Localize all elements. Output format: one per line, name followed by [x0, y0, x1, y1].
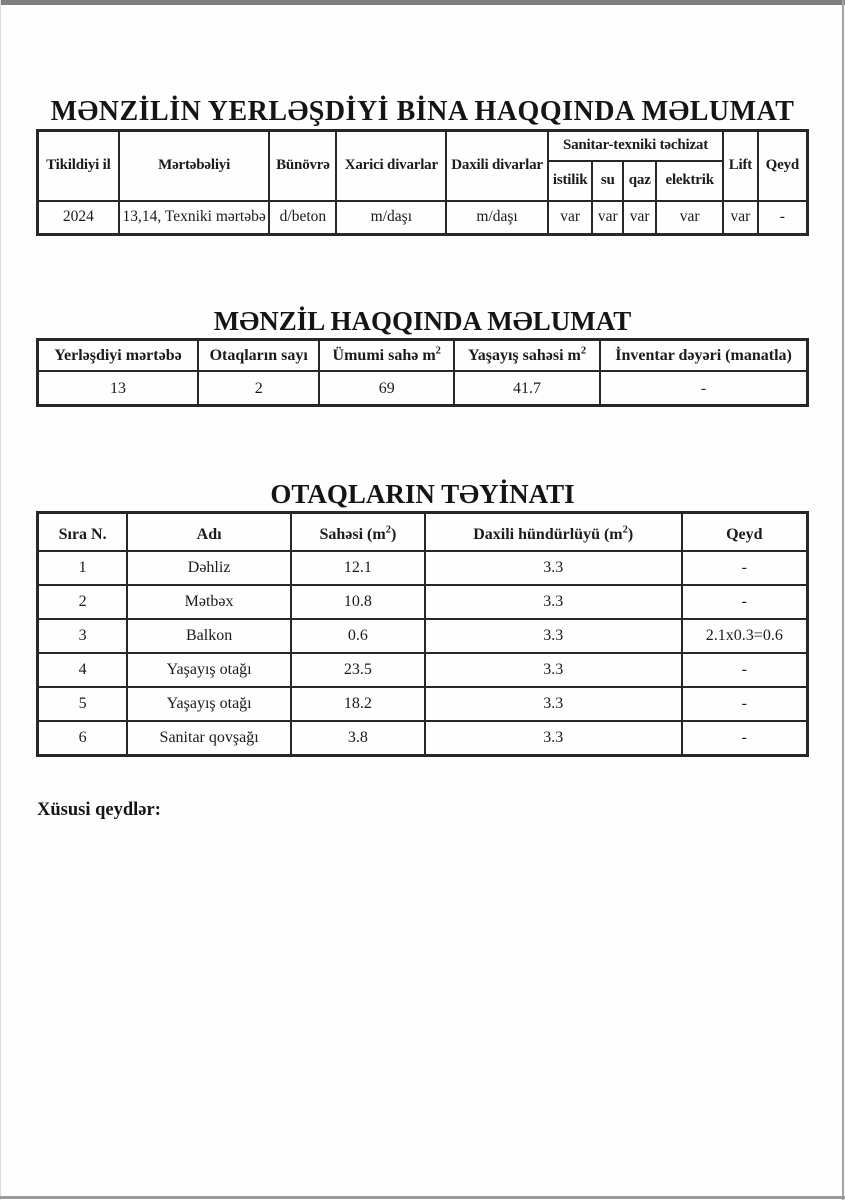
room-sira: 6	[38, 721, 127, 755]
room-hundurluk: 3.3	[425, 653, 682, 687]
header-istilik: istilik	[548, 161, 593, 201]
room-row	[38, 585, 807, 619]
apartment-data-row	[38, 371, 807, 405]
header-daxili-hundurluyu	[425, 513, 682, 551]
header-yasayis-sahesi-sup: 2	[580, 346, 587, 358]
room-qeyd: 2.1x0.3=0.6	[682, 619, 807, 653]
value-inventar-deyeri: -	[600, 371, 807, 405]
room-row	[38, 551, 807, 585]
header-otaqlarin-sayi: Otaqların sayı	[198, 340, 320, 371]
value-qaz: var	[623, 201, 656, 234]
room-sira: 3	[38, 619, 127, 653]
value-daxili-divarlar: m/daşı	[446, 201, 548, 234]
header-yasayis-sahesi-text: Yaşayış sahəsi m	[467, 347, 581, 365]
room-row	[38, 687, 807, 721]
value-xarici-divarlar: m/daşı	[336, 201, 446, 234]
room-sira: 2	[38, 585, 127, 619]
rooms-title: OTAQLARIN TƏYİNATI	[270, 479, 575, 510]
room-sira: 4	[38, 653, 127, 687]
building-info-title: MƏNZİLİN YERLƏŞDİYİ BİNA HAQQINDA MƏLUMAT	[50, 96, 795, 127]
room-adi: Mətbəx	[127, 585, 291, 619]
special-notes-label: Xüsusi qeydlər:	[37, 800, 161, 821]
value-lift: var	[723, 201, 758, 234]
room-qeyd: -	[682, 687, 807, 721]
building-info-table	[37, 130, 808, 235]
header-rooms-qeyd: Qeyd	[682, 513, 807, 551]
value-istilik: var	[548, 201, 593, 234]
room-hundurluk: 3.3	[425, 619, 682, 653]
apartment-info-title: MƏNZİL HAQQINDA MƏLUMAT	[213, 305, 632, 336]
header-xarici-divarlar: Xarici divarlar	[336, 131, 446, 201]
header-sanitar-texniki: Sanitar-texniki təchizat	[548, 131, 723, 161]
value-elektrik: var	[656, 201, 723, 234]
room-row	[38, 619, 807, 653]
value-umumi-sahe: 69	[319, 371, 454, 405]
header-qeyd: Qeyd	[758, 131, 807, 201]
value-mertebeliyi: 13,14, Texniki mərtəbə	[119, 201, 270, 234]
room-qeyd: -	[682, 551, 807, 585]
value-bunovre: d/beton	[269, 201, 336, 234]
value-qeyd: -	[758, 201, 807, 234]
document-content	[37, 0, 808, 821]
rooms-table	[37, 512, 808, 756]
room-sahesi: 10.8	[291, 585, 425, 619]
room-hundurluk: 3.3	[425, 687, 682, 721]
header-bunovre: Bünövrə	[269, 131, 336, 201]
header-umumi-sahe-sup: 2	[435, 346, 441, 358]
value-tikildiyi-il: 2024	[38, 201, 119, 234]
header-yerlesdiyi-mertebe: Yerləşdiyi mərtəbə	[38, 340, 198, 371]
room-sahesi: 3.8	[291, 721, 425, 755]
room-row	[38, 721, 807, 755]
scan-edge-left	[0, 0, 1, 1200]
header-sahesi-text: Sahəsi (m	[319, 526, 386, 544]
header-su: su	[592, 161, 623, 201]
room-qeyd: -	[682, 653, 807, 687]
room-adi: Dəhliz	[127, 551, 291, 585]
room-sahesi: 23.5	[291, 653, 425, 687]
header-daxili-hundurluyu-text: Daxili hündürlüyü (m	[473, 526, 623, 544]
header-elektrik: elektrik	[656, 161, 723, 201]
header-daxili-divarlar: Daxili divarlar	[446, 131, 548, 201]
header-yasayis-sahesi	[454, 340, 600, 371]
apartment-info-table	[37, 339, 808, 406]
value-yerlesdiyi-mertebe: 13	[38, 371, 198, 405]
header-umumi-sahe	[319, 340, 454, 371]
room-sira: 5	[38, 687, 127, 721]
scan-edge-right	[842, 0, 844, 1200]
header-lift: Lift	[723, 131, 758, 201]
header-sahesi	[291, 513, 425, 551]
room-adi: Balkon	[127, 619, 291, 653]
header-umumi-sahe-text: Ümumi sahə m	[332, 347, 436, 365]
header-adi: Adı	[127, 513, 291, 551]
room-adi: Sanitar qovşağı	[127, 721, 291, 755]
header-sira-n: Sıra N.	[38, 513, 127, 551]
room-sahesi: 0.6	[291, 619, 425, 653]
room-row	[38, 653, 807, 687]
room-adi: Yaşayış otağı	[127, 653, 291, 687]
room-sahesi: 12.1	[291, 551, 425, 585]
room-hundurluk: 3.3	[425, 551, 682, 585]
header-daxili-hundurluyu-sup: 2	[622, 524, 628, 536]
building-data-row	[38, 201, 807, 234]
value-su: var	[592, 201, 623, 234]
header-tikildiyi-il: Tikildiyi il	[38, 131, 119, 201]
value-yasayis-sahesi: 41.7	[454, 371, 600, 405]
room-adi: Yaşayış otağı	[127, 687, 291, 721]
header-qaz: qaz	[623, 161, 656, 201]
room-hundurluk: 3.3	[425, 721, 682, 755]
room-sahesi: 18.2	[291, 687, 425, 721]
room-hundurluk: 3.3	[425, 585, 682, 619]
header-inventar-deyeri: İnventar dəyəri (manatla)	[600, 340, 807, 371]
header-daxili-hundurluyu-close: )	[627, 526, 634, 544]
header-mertebeliyi: Mərtəbəliyi	[119, 131, 270, 201]
scan-edge-bottom	[0, 1196, 845, 1199]
header-sahesi-close: )	[390, 526, 397, 544]
room-sira: 1	[38, 551, 127, 585]
room-qeyd: -	[682, 585, 807, 619]
header-sahesi-sup: 2	[385, 524, 391, 536]
value-otaqlarin-sayi: 2	[198, 371, 320, 405]
room-qeyd: -	[682, 721, 807, 755]
